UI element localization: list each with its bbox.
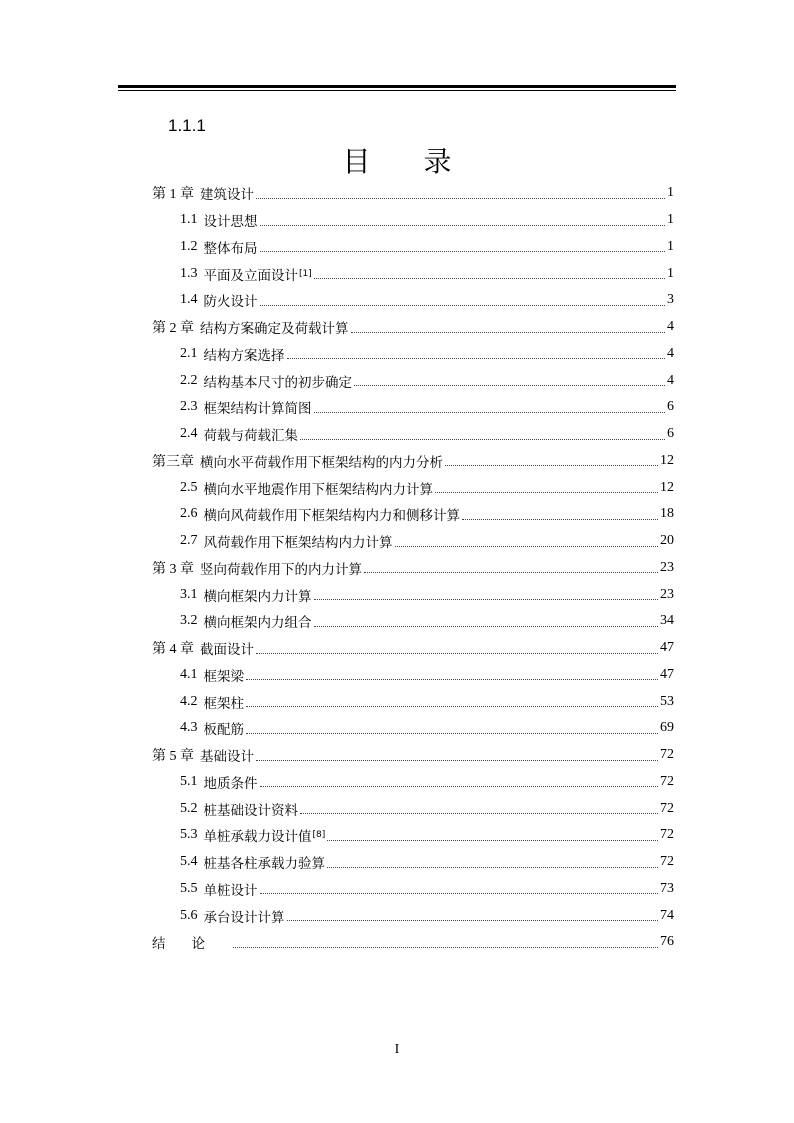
dot-leader bbox=[395, 545, 659, 547]
toc-entry-number: 5.5 bbox=[180, 880, 198, 896]
toc-entry-title: 荷载与荷载汇集 bbox=[203, 428, 298, 445]
toc-entry-page: 47 bbox=[660, 640, 674, 656]
toc-entry-page: 6 bbox=[667, 399, 674, 415]
toc-entry-number: 2.2 bbox=[180, 372, 198, 388]
dot-leader bbox=[260, 304, 666, 306]
toc-entry[interactable] bbox=[152, 769, 674, 796]
toc-entry-number: 第 5 章 bbox=[152, 749, 194, 765]
toc-entry-title: 整体布局 bbox=[203, 240, 258, 257]
dot-leader bbox=[300, 438, 665, 440]
toc-entry-page: 74 bbox=[660, 907, 674, 923]
toc-entry-page: 23 bbox=[660, 586, 674, 602]
toc-title: 目 录 bbox=[342, 145, 474, 178]
dot-leader bbox=[351, 331, 666, 333]
toc-entry-title: 结构基本尺寸的初步确定 bbox=[203, 374, 352, 391]
toc-entry-page: 72 bbox=[660, 747, 674, 763]
toc-entry-number: 2.3 bbox=[180, 399, 198, 415]
toc-entry[interactable]: 1.3 平面及立面设计 [1] 1 bbox=[180, 265, 674, 284]
dot-leader bbox=[314, 598, 659, 600]
toc-entry-page: 72 bbox=[660, 854, 674, 870]
toc-entry[interactable] bbox=[152, 715, 674, 742]
dot-leader bbox=[300, 812, 658, 814]
toc-entry[interactable] bbox=[152, 688, 674, 715]
dot-leader bbox=[445, 464, 658, 466]
toc-entry-title: 横向框架内力计算 bbox=[203, 588, 312, 605]
toc-entry-number: 1.4 bbox=[180, 292, 198, 308]
toc-entry-title: 截面设计 bbox=[200, 642, 254, 659]
toc-entry[interactable] bbox=[152, 180, 674, 207]
toc-entry-number: 3.2 bbox=[180, 613, 198, 629]
dot-leader bbox=[287, 919, 659, 921]
toc-entry-title: 框架柱 bbox=[203, 695, 244, 712]
toc-entry[interactable] bbox=[152, 421, 674, 448]
dot-leader bbox=[287, 357, 666, 359]
toc-entry-title: 横向风荷载作用下框架结构内力和侧移计算 bbox=[203, 508, 460, 525]
toc-entry[interactable] bbox=[152, 207, 674, 234]
toc-entry[interactable] bbox=[152, 929, 674, 956]
dot-leader bbox=[435, 491, 658, 493]
toc-entry-number: 4.3 bbox=[180, 720, 198, 736]
toc-entry-page: 47 bbox=[660, 666, 674, 682]
toc-entry-page: 3 bbox=[667, 292, 674, 308]
toc-entry-page: 4 bbox=[667, 319, 674, 335]
toc-entry-page: 76 bbox=[660, 934, 674, 950]
dot-leader bbox=[256, 197, 665, 199]
toc-entry-number: 5.4 bbox=[180, 854, 198, 870]
toc-entry-number: 第 2 章 bbox=[152, 321, 194, 337]
toc-entry-page: 12 bbox=[660, 479, 674, 495]
toc-entry-title: 桩基础设计资料 bbox=[203, 802, 298, 819]
toc-entry-title: 结构方案确定及荷载计算 bbox=[200, 321, 349, 338]
dot-leader bbox=[314, 277, 665, 279]
toc-entry[interactable] bbox=[152, 234, 674, 261]
footer-page-number: I bbox=[394, 1042, 400, 1057]
dot-leader bbox=[260, 250, 666, 252]
toc-entry[interactable] bbox=[152, 501, 674, 528]
dot-leader bbox=[314, 625, 659, 627]
toc-entry-page: 72 bbox=[660, 800, 674, 816]
toc-entry-page: 23 bbox=[660, 559, 674, 575]
toc-entry-title: 承台设计计算 bbox=[203, 909, 285, 926]
toc-entry-title: 单桩设计 bbox=[203, 882, 258, 899]
toc-entry[interactable] bbox=[152, 367, 674, 394]
toc-entry-number: 1.3 bbox=[180, 265, 198, 281]
dot-leader bbox=[260, 785, 659, 787]
toc-entry-title: 风荷载作用下框架结构内力计算 bbox=[203, 535, 393, 552]
toc-entry[interactable] bbox=[152, 528, 674, 555]
toc-entry-page: 20 bbox=[660, 533, 674, 549]
toc-entry-title: 结构方案选择 bbox=[203, 347, 285, 364]
toc-entry-number: 3.1 bbox=[180, 586, 198, 602]
dot-leader bbox=[246, 732, 658, 734]
dot-leader bbox=[246, 705, 658, 707]
toc-entry-number: 5.6 bbox=[180, 907, 198, 923]
toc-entry[interactable] bbox=[152, 662, 674, 689]
toc-entry[interactable] bbox=[152, 635, 674, 662]
toc-entry-title: 设计思想 bbox=[203, 214, 258, 231]
header-rule-thin bbox=[118, 90, 676, 91]
toc-entry-title: 横向水平地震作用下框架结构内力计算 bbox=[203, 481, 433, 498]
toc-entry-number: 5.2 bbox=[180, 800, 198, 816]
toc-entry[interactable] bbox=[152, 581, 674, 608]
dot-leader bbox=[260, 892, 659, 894]
toc-entry[interactable] bbox=[152, 555, 674, 582]
toc-entry-number: 第 1 章 bbox=[152, 187, 194, 203]
toc-entry-title: 防火设计 bbox=[203, 294, 258, 311]
toc-entry[interactable] bbox=[152, 287, 674, 314]
toc-entry-page: 53 bbox=[660, 693, 674, 709]
toc-entry-page: 34 bbox=[660, 613, 674, 629]
dot-leader bbox=[364, 571, 658, 573]
toc-entry-page: 12 bbox=[660, 452, 674, 468]
toc-entry-title: 建筑设计 bbox=[200, 187, 254, 204]
toc-entry-page: 1 bbox=[667, 265, 674, 281]
toc-entry-title: 框架结构计算简图 bbox=[203, 401, 312, 418]
toc-entry-number: 2.6 bbox=[180, 506, 198, 522]
toc-entry-number: 第 4 章 bbox=[152, 642, 194, 658]
toc-entry-title: 板配筋 bbox=[203, 722, 244, 739]
toc-entry-page: 73 bbox=[660, 880, 674, 896]
toc-entry[interactable] bbox=[152, 314, 674, 341]
toc-entry-title: 结论 bbox=[152, 936, 231, 953]
toc-entry-page: 72 bbox=[660, 827, 674, 843]
toc-entry-page: 1 bbox=[667, 212, 674, 228]
header-rule-thick bbox=[118, 85, 676, 88]
dot-leader bbox=[327, 866, 658, 868]
toc-entry-number: 4.1 bbox=[180, 666, 198, 682]
toc-entry-page: 4 bbox=[667, 372, 674, 388]
toc-entry-number: 2.4 bbox=[180, 426, 198, 442]
toc-entry[interactable] bbox=[152, 742, 674, 769]
toc-entry-title: 单桩承载力设计值 bbox=[203, 829, 312, 846]
dot-leader bbox=[354, 384, 665, 386]
toc-entry-page: 6 bbox=[667, 426, 674, 442]
toc-entry-number: 1.1 bbox=[180, 212, 198, 228]
dot-leader bbox=[260, 224, 666, 226]
toc-entry-title: 平面及立面设计 bbox=[203, 267, 298, 284]
toc-entry-title: 桩基各柱承载力验算 bbox=[203, 856, 325, 873]
toc-entry-number: 2.7 bbox=[180, 533, 198, 549]
toc-entry-number: 2.1 bbox=[180, 345, 198, 361]
toc-entry-page: 1 bbox=[667, 238, 674, 254]
heading-number: 1.1.1 bbox=[168, 116, 206, 135]
toc-entry-title: 横向水平荷载作用下框架结构的内力分析 bbox=[200, 454, 443, 471]
toc-entry[interactable]: 5.3 单桩承载力设计值 [8] 72 bbox=[180, 827, 674, 846]
toc-entry-title: 框架梁 bbox=[203, 668, 244, 685]
toc-entry-title: 基础设计 bbox=[200, 749, 254, 766]
toc-entry-number: 5.3 bbox=[180, 827, 198, 843]
dot-leader bbox=[256, 652, 658, 654]
toc-entry-page: 69 bbox=[660, 720, 674, 736]
toc-entry-title: 竖向荷载作用下的内力计算 bbox=[200, 561, 362, 578]
toc-entry[interactable] bbox=[152, 394, 674, 421]
toc-entry[interactable] bbox=[152, 341, 674, 368]
toc-entry[interactable] bbox=[152, 448, 674, 475]
dot-leader bbox=[233, 946, 658, 948]
toc-entry[interactable] bbox=[152, 849, 674, 876]
toc-entry[interactable] bbox=[152, 608, 674, 635]
dot-leader bbox=[314, 411, 666, 413]
toc-entry[interactable] bbox=[152, 795, 674, 822]
toc-entry-number: 4.2 bbox=[180, 693, 198, 709]
toc-entry-page: 72 bbox=[660, 773, 674, 789]
toc-entry-number: 1.2 bbox=[180, 238, 198, 254]
toc-entry[interactable] bbox=[152, 474, 674, 501]
toc-entry-title: 横向框架内力组合 bbox=[203, 615, 312, 632]
dot-leader bbox=[246, 678, 658, 680]
toc-entry-page: 18 bbox=[660, 506, 674, 522]
toc-entry[interactable] bbox=[152, 876, 674, 903]
toc-entry-number: 5.1 bbox=[180, 773, 198, 789]
dot-leader bbox=[462, 518, 658, 520]
toc-entry[interactable] bbox=[152, 902, 674, 929]
dot-leader bbox=[327, 839, 658, 841]
toc-entry-page: 4 bbox=[667, 345, 674, 361]
dot-leader bbox=[256, 759, 658, 761]
toc-entry-number: 2.5 bbox=[180, 479, 198, 495]
table-of-contents bbox=[152, 180, 674, 956]
toc-entry-title: 地质条件 bbox=[203, 775, 258, 792]
toc-entry-number: 第 3 章 bbox=[152, 561, 194, 577]
toc-entry-number: 第三章 bbox=[152, 454, 194, 470]
toc-entry-page: 1 bbox=[667, 185, 674, 201]
